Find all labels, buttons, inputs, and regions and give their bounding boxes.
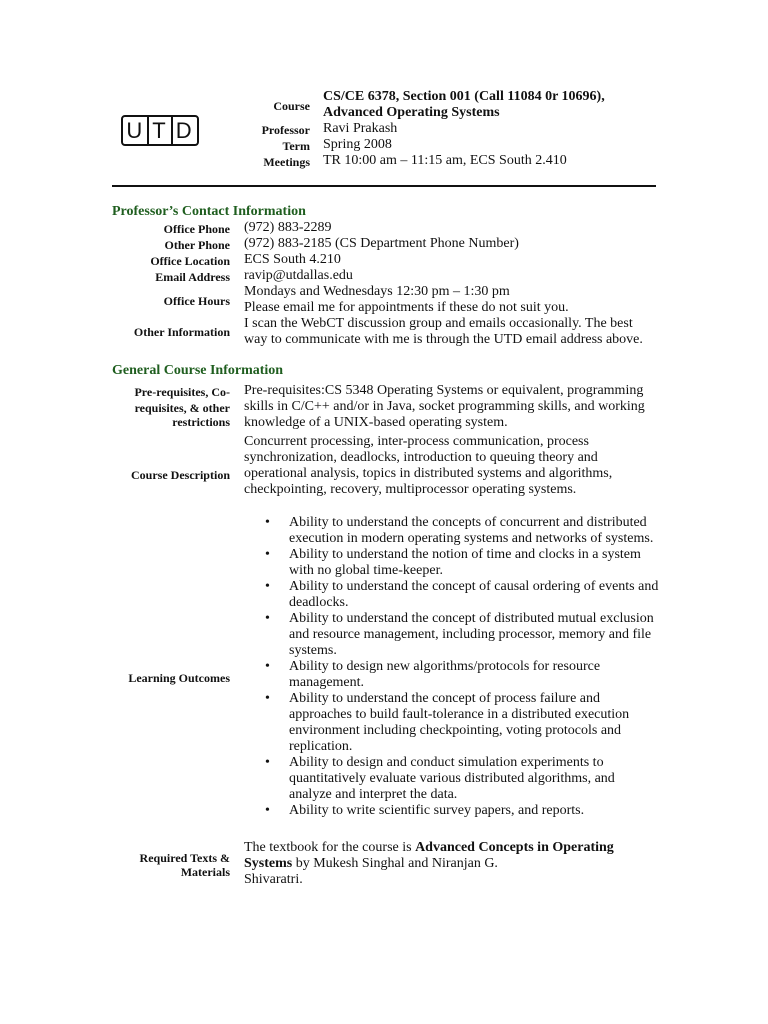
list-item	[263, 579, 663, 611]
other-info-label: Other Information	[133, 325, 230, 339]
prereq-line3: knowledge of a UNIX-based operating system.	[244, 415, 508, 430]
office-hours-line1: Mondays and Wednesdays 12:30 pm – 1:30 pm	[244, 284, 510, 299]
bullet-icon: •	[265, 803, 270, 818]
header-divider	[112, 185, 656, 187]
course-title-line2: Advanced Operating Systems	[323, 105, 500, 120]
bullet-icon: •	[265, 755, 270, 770]
other-info-line2: way to communicate with me is through the UTD email address above.	[244, 332, 643, 347]
outcome-line: Ability to write scientific survey papers, and reports.	[289, 803, 585, 818]
outcome-line: systems.	[289, 643, 337, 658]
course-label: Course	[273, 99, 310, 113]
other-phone-label: Other Phone	[164, 238, 230, 252]
logo-letter-d: D	[175, 117, 194, 143]
outcome-line: with no global time-keeper.	[289, 563, 443, 578]
texts-authors: by Mukesh Singhal and Niranjan G.	[292, 856, 498, 871]
required-texts-line2	[244, 856, 664, 872]
outcome-line: analyze and interpret the data.	[289, 787, 458, 802]
outcome-line: and resource management, including processor, memory and file	[289, 627, 652, 642]
required-texts-line1	[244, 840, 664, 856]
description-line4: checkpointing, recovery, multiprocessor operating systems.	[244, 482, 577, 497]
outcome-line: environment including checkpointing, voting protocols and	[289, 723, 622, 738]
list-item	[263, 755, 663, 803]
logo-divider	[171, 117, 173, 144]
texts-prefix: The textbook for the course is	[244, 840, 416, 855]
description-line2: synchronization, deadlocks, introduction to queuing theory and	[244, 450, 598, 465]
office-hours-label: Office Hours	[163, 294, 230, 308]
course-description-label: Course Description	[131, 468, 230, 482]
outcome-line: deadlocks.	[289, 595, 349, 610]
list-item	[263, 547, 663, 579]
meetings-label: Meetings	[263, 155, 310, 169]
bullet-icon: •	[265, 547, 270, 562]
general-section-title: General Course Information	[112, 363, 284, 378]
outcome-line: Ability to design new algorithms/protocols for resource	[289, 659, 601, 674]
outcome-line: execution in modern operating systems and networks of systems.	[289, 531, 654, 546]
description-line3: operational analysis, topics in distributed systems and algorithms,	[244, 466, 613, 481]
logo-letter-t: T	[152, 117, 168, 143]
outcome-line: management.	[289, 675, 365, 690]
prereq-label-line1: Pre-requisites, Co-	[134, 385, 230, 399]
required-texts-label-line2: Materials	[180, 865, 230, 879]
textbook-title-part2: Systems	[244, 856, 293, 871]
bullet-icon: •	[265, 611, 270, 626]
logo-divider	[147, 117, 149, 144]
list-item	[263, 611, 663, 659]
learning-outcomes-label: Learning Outcomes	[128, 671, 230, 685]
meetings-value: TR 10:00 am – 11:15 am, ECS South 2.410	[323, 153, 567, 168]
textbook-title-part1: Advanced Concepts in Operating	[415, 840, 614, 855]
other-phone-value: (972) 883-2185 (CS Department Phone Number)	[244, 236, 519, 251]
email-value[interactable]: ravip@utdallas.edu	[244, 268, 353, 283]
outcome-line: Ability to understand the notion of time and clocks in a system	[289, 547, 641, 562]
outcome-line: approaches to build fault-tolerance in a distributed execution	[289, 707, 630, 722]
utd-logo	[121, 115, 199, 146]
outcome-line: Ability to design and conduct simulation experiments to	[289, 755, 604, 770]
professor-label: Professor	[261, 123, 310, 137]
term-label: Term	[282, 139, 310, 153]
bullet-icon: •	[265, 515, 270, 530]
outcome-line: Ability to understand the concepts of concurrent and distributed	[289, 515, 647, 530]
office-location-label: Office Location	[150, 254, 230, 268]
bullet-icon: •	[265, 579, 270, 594]
office-location-value: ECS South 4.210	[244, 252, 341, 267]
learning-outcomes-list	[263, 515, 663, 819]
outcome-line: quantitatively evaluate various distributed algorithms, and	[289, 771, 615, 786]
outcome-line: Ability to understand the concept of process failure and	[289, 691, 601, 706]
prereq-label-line3: restrictions	[172, 415, 230, 429]
contact-section-title: Professor’s Contact Information	[112, 204, 306, 219]
professor-value: Ravi Prakash	[323, 121, 398, 136]
outcome-line: replication.	[289, 739, 353, 754]
other-info-line1: I scan the WebCT discussion group and emails occasionally. The best	[244, 316, 633, 331]
required-texts-line3: Shivaratri.	[244, 872, 303, 887]
prereq-line2: skills in C/C++ and/or in Java, socket programming skills, and working	[244, 399, 645, 414]
list-item	[263, 659, 663, 691]
list-item	[263, 803, 663, 819]
office-hours-line2: Please email me for appointments if these do not suit you.	[244, 300, 569, 315]
required-texts-label-line1: Required Texts &	[139, 851, 230, 865]
bullet-icon: •	[265, 659, 270, 674]
logo-letter-u: U	[126, 117, 145, 143]
outcome-line: Ability to understand the concept of distributed mutual exclusion	[289, 611, 654, 626]
list-item	[263, 515, 663, 547]
list-item	[263, 691, 663, 755]
email-label: Email Address	[155, 270, 230, 284]
prereq-line1: Pre-requisites:CS 5348 Operating Systems or equivalent, programming	[244, 383, 644, 398]
prereq-label-line2: requisites, & other	[134, 401, 230, 415]
outcome-line: Ability to understand the concept of causal ordering of events and	[289, 579, 659, 594]
office-phone-value: (972) 883-2289	[244, 220, 332, 235]
course-title-line1: CS/CE 6378, Section 001 (Call 11084 0r 10696),	[323, 89, 605, 104]
office-phone-label: Office Phone	[163, 222, 230, 236]
description-line1: Concurrent processing, inter-process communication, process	[244, 434, 589, 449]
term-value: Spring 2008	[323, 137, 392, 152]
bullet-icon: •	[265, 691, 270, 706]
